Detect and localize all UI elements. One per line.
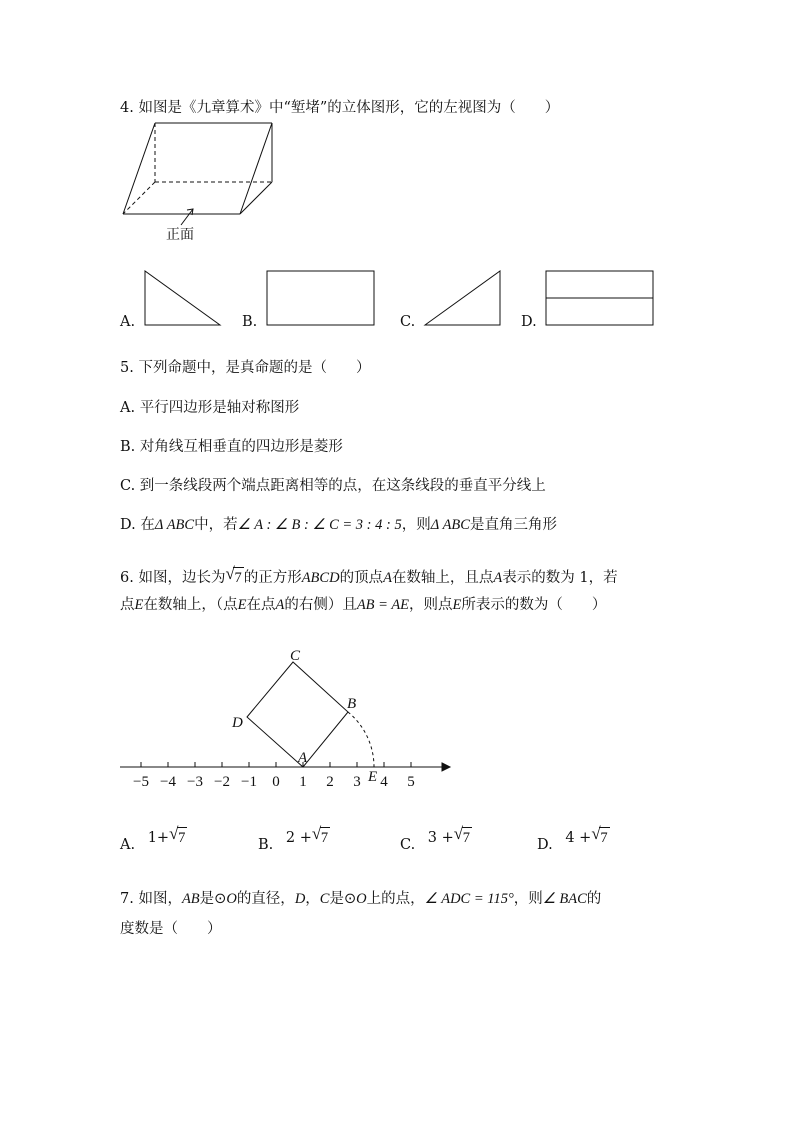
svg-text:−3: −3 bbox=[187, 774, 203, 790]
triangle-abc: Δ ABC bbox=[430, 517, 470, 533]
svg-text:−5: −5 bbox=[133, 774, 149, 790]
svg-text:4: 4 bbox=[380, 774, 388, 790]
q6-option-b: B. 2 + √ 7 bbox=[258, 824, 329, 853]
svg-text:0: 0 bbox=[272, 774, 280, 790]
svg-text:−4: −4 bbox=[160, 774, 176, 790]
point-label-c: C bbox=[290, 648, 301, 664]
point-label-a: A bbox=[298, 750, 308, 766]
svg-text:3: 3 bbox=[353, 774, 361, 790]
point-label-d: D bbox=[232, 715, 243, 731]
svg-text:1: 1 bbox=[299, 774, 307, 790]
q5-option-d: D. 在Δ ABC中，若∠ A : ∠ B : ∠ C = 3 : 4 : 5，则Δ ABC是直角三角形 bbox=[120, 517, 557, 533]
arc-b-to-e bbox=[348, 712, 374, 767]
svg-text:−1: −1 bbox=[241, 774, 257, 790]
q4-option-b-letter: B. bbox=[242, 314, 258, 330]
circle-dot-symbol: ⊙ bbox=[343, 891, 357, 907]
svg-text:5: 5 bbox=[407, 774, 415, 790]
q6-option-c: C. 3 + √ 7 bbox=[400, 824, 471, 853]
q5-option-c: C. 到一条线段两个端点距离相等的点，在这条线段的垂直平分线上 bbox=[120, 478, 546, 494]
q4-prism-figure bbox=[123, 123, 272, 225]
q4-option-b-rectangle bbox=[267, 271, 374, 325]
q7-text-line1: 7. 如图，AB是⊙O的直径，D，C是⊙O上的点，∠ ADC = 115°，则∠ BAC的 bbox=[120, 891, 602, 907]
angle-ratio: ∠ A : ∠ B : ∠ C = 3 : 4 : 5 bbox=[237, 517, 402, 533]
circle-dot-symbol: ⊙ bbox=[214, 891, 227, 907]
q6-text-line2: 点E在数轴上，（点E在点A的右侧）且AB = AE，则点E所表示的数为（ ） bbox=[120, 597, 607, 613]
q4-front-label: 正面 bbox=[166, 227, 194, 243]
q5-option-a: A. 平行四边形是轴对称图形 bbox=[120, 400, 300, 416]
q5-text: 5. 下列命题中，是真命题的是（ ） bbox=[120, 360, 371, 376]
q6-figure bbox=[120, 662, 450, 771]
q6-option-d: D. 4 + √ 7 bbox=[537, 824, 608, 853]
q6-figure-labels bbox=[231, 648, 377, 785]
point-label-b: B bbox=[347, 696, 357, 712]
q6-text-line1: 6. 如图，边长为 √ 7 的正方形ABCD的顶点A在数轴上，且点A表示的数为 1，若 bbox=[120, 564, 618, 586]
q4-option-d-letter: D. bbox=[521, 314, 537, 330]
q4-option-a-triangle bbox=[145, 271, 220, 325]
q4-option-c-triangle bbox=[425, 271, 500, 325]
q4-option-a-letter: A. bbox=[120, 314, 136, 330]
q7-text-line2: 度数是（ ） bbox=[120, 921, 222, 937]
number-line-ticks bbox=[141, 762, 411, 767]
sqrt-expression: √ 7 bbox=[225, 564, 242, 586]
svg-text:−2: −2 bbox=[214, 774, 230, 790]
q4-text: 4. 如图是《九章算术》中“堑堵”的立体图形，它的左视图为（ ） bbox=[120, 100, 560, 116]
number-line-arrow bbox=[442, 763, 450, 771]
q5-option-b: B. 对角线互相垂直的四边形是菱形 bbox=[120, 439, 343, 455]
q4-option-c-letter: C. bbox=[400, 314, 416, 330]
point-label-e: E bbox=[368, 769, 378, 785]
triangle-abc: Δ ABC bbox=[154, 517, 195, 533]
svg-text:2: 2 bbox=[326, 774, 334, 790]
q6-option-a: A. 1+ √ 7 bbox=[120, 824, 186, 853]
